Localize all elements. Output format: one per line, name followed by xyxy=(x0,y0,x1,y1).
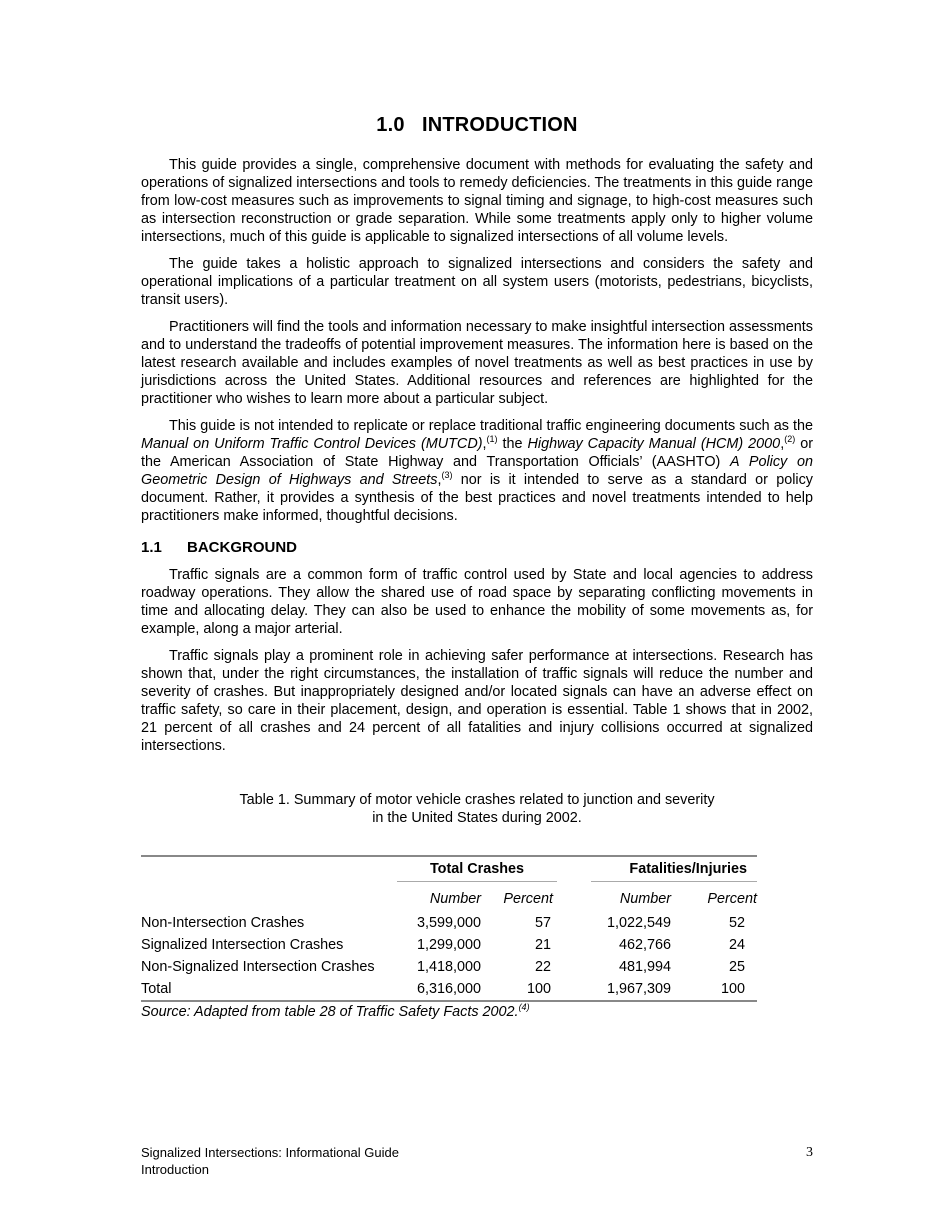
background-paragraph-2: Traffic signals play a prominent role in achieving safer performance at intersections. Research has shown that, under the right circumstances, the installation of traffic signals will reduce the number and severity of crashes. But inappropriately designed and/or located signals can have an adverse effect on traffic safety, so care in their placement, design, and operation is essential. Table 1 shows that in 2002, 21 percent of all crashes and 24 percent of all fatalities and injury collisions occurred at signalized intersections. xyxy=(141,648,813,754)
table-caption: Table 1. Summary of motor vehicle crashes related to junction and severity in the United States during 2002. xyxy=(239,792,715,826)
citation-4: (4) xyxy=(518,1002,530,1012)
citation-1: (1) xyxy=(486,434,498,444)
crash-summary-table xyxy=(141,855,757,1002)
mutcd-reference: Manual on Uniform Traffic Control Devices (MUTCD) xyxy=(141,436,483,452)
background-heading: 1.1 BACKGROUND xyxy=(141,539,297,556)
intro-paragraph-4: This guide is not intended to replicate or replace traditional traffic engineering documents such as the Manual on Uniform Traffic Control Devices (MUTCD),$^{(1)}$ the Highway Capacity Manual (HCM) 2000,$^{(2)}$ or the American Association of State Highway and Transportation Officials’ (AASHTO) A Policy on Geometric Design of Highways and Streets,$^{(3)}$ nor is it intended to serve as a standard or policy document. Rather, it provides a synthesis of the best practices and novel treatments intended to help practitioners make informed, thoughtful decisions. xyxy=(141,418,813,524)
fatalities-injuries-header: Fatalities/Injuries xyxy=(591,856,757,882)
table-row: Signalized Intersection Crashes 1,299,000 21 462,766 24 xyxy=(141,937,745,953)
hcm-reference: Highway Capacity Manual (HCM) 2000 xyxy=(527,436,781,452)
background-paragraph-1: Traffic signals are a common form of traffic control used by State and local agencies to address roadway operations. They allow the shared use of road space by separating conflicting movements in time and allocating delay. They can also be used to enhance the mobility of some movements as, for example, along a major arterial. xyxy=(141,567,813,637)
citation-3: (3) xyxy=(441,470,453,480)
section-number: 1.0 xyxy=(376,114,405,136)
document-body xyxy=(141,156,813,1020)
col-percent-1: Percent xyxy=(503,891,553,907)
col-number-1: Number xyxy=(429,891,481,907)
footer-title: Signalized Intersections: Informational Guide xyxy=(141,1145,399,1160)
col-percent-2: Percent xyxy=(707,891,757,907)
table-row: Total 6,316,000 100 1,967,309 100 xyxy=(141,981,745,997)
page-footer xyxy=(141,1144,813,1178)
section-title: INTRODUCTION xyxy=(421,114,578,136)
intro-paragraph-1: This guide provides a single, comprehensive document with methods for evaluating the safety and operations of signalized intersections and tools to remedy deficiencies. The treatments in this guide range from low-cost measures such as improvements to signal timing and signage, to high-cost measures such as intersection reconstruction or grade separation. While some treatments apply only to higher volume intersections, much of this guide is applicable to signalized intersections of all volume levels. xyxy=(141,157,813,245)
table-row: Non-Intersection Crashes 3,599,000 57 1,022,549 52 xyxy=(141,915,745,931)
citation-2: (2) xyxy=(784,434,796,444)
aashto-reference: A Policy on Geometric Design of Highways and Streets xyxy=(141,454,813,488)
page-number: 3 xyxy=(806,1145,813,1160)
total-crashes-header: Total Crashes xyxy=(397,856,557,882)
page-title xyxy=(141,114,813,137)
table-source-note: Source: Adapted from table 28 of Traffic Safety Facts 2002.$^{(4)}$ xyxy=(141,1002,530,1020)
col-number-2: Number xyxy=(619,891,671,907)
intro-paragraph-3: Practitioners will find the tools and information necessary to make insightful intersection assessments and to understand the tradeoffs of potential improvement measures. The information here is based on the latest research available and includes examples of novel treatments as well as best practices in use by jurisdictions across the United States. Additional resources and references are highlighted for the practitioner who wishes to learn more about a particular subject. xyxy=(141,319,813,407)
intro-paragraph-2: The guide takes a holistic approach to signalized intersections and considers the safety and operational implications of a particular treatment on all system users (motorists, pedestrians, bicyclists, transit users). xyxy=(141,256,813,308)
footer-section: Introduction xyxy=(141,1162,209,1177)
table-row: Non-Signalized Intersection Crashes 1,418,000 22 481,994 25 xyxy=(141,959,745,975)
